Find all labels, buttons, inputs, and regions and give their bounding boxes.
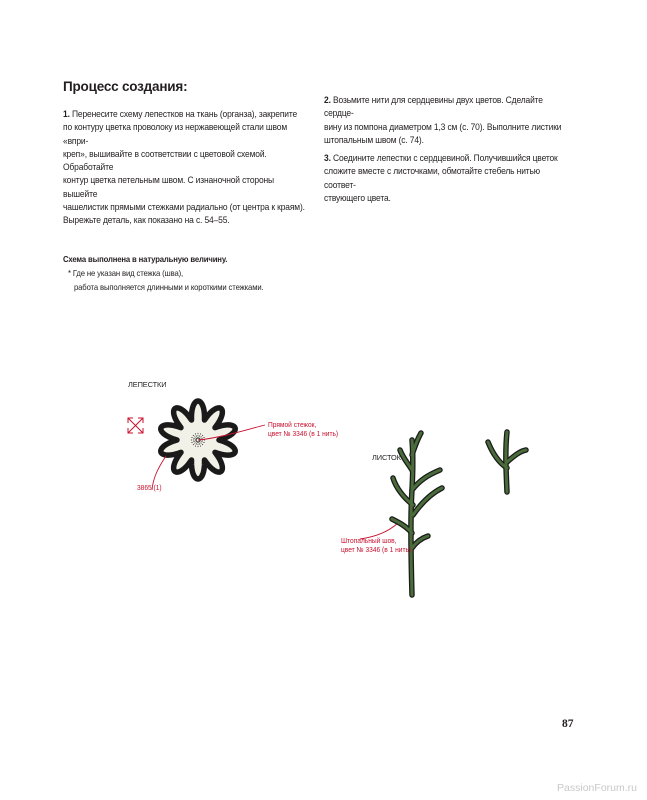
annotation-line: Штопальный шов, xyxy=(341,536,397,545)
step-line: Соедините лепестки с сердцевиной. Получившийся цветок xyxy=(332,153,558,164)
step-line: сложите вместе с листочками, обмотайте стебель нитью соответ- xyxy=(324,166,540,190)
step-line: штопальным швом (с. 74). xyxy=(324,134,424,145)
annotation-line: цвет № 3346 (в 1 нить) xyxy=(268,429,339,438)
step-line: ствующего цвета. xyxy=(324,193,391,204)
note-line: работа выполняется длинными и короткими стежками. xyxy=(74,282,264,292)
page-number: 87 xyxy=(562,718,574,730)
darning-stitch-annotation xyxy=(341,536,411,554)
small-leaf-sprig xyxy=(488,432,526,492)
leaf-label: ЛИСТОК xyxy=(372,453,401,462)
step-line: по контуру цветка проволоку из нержавеющей стали швом «впри- xyxy=(63,122,288,146)
annotation-line: Прямой стежок, xyxy=(268,420,317,429)
arrows-cross-icon xyxy=(128,418,143,433)
step-line: чашелистик прямыми стежками радиально (от центра к краям). xyxy=(63,202,305,213)
section-heading: Процесс создания: xyxy=(63,79,188,94)
step-line: креп», вышивайте в соответствии с цветовой схемой. Обработайте xyxy=(63,148,267,173)
petal-color-annotation: 3865 (1) xyxy=(137,483,162,492)
step-number: 1. xyxy=(63,109,70,119)
note-title: Схема выполнена в натуральную величину. xyxy=(63,254,228,264)
note-line: * Где не указан вид стежка (шва), xyxy=(68,268,184,278)
step-line: контур цветка петельным швом. С изнаночной стороны вышейте xyxy=(63,175,274,199)
step-number: 3. xyxy=(324,153,331,164)
straight-stitch-annotation xyxy=(268,420,338,438)
step-number: 2. xyxy=(324,95,331,105)
step-line: Перенесите схему лепестков на ткань (органза), закрепите xyxy=(71,109,298,119)
annotation-line: цвет № 3346 (в 1 нить) xyxy=(341,545,412,554)
step-line: Возьмите нити для сердцевины двух цветов. Сделайте сердце- xyxy=(324,95,543,119)
watermark: PassionForum.ru xyxy=(557,782,637,794)
step-line: Вырежьте деталь, как показано на с. 54–55. xyxy=(63,215,230,226)
step-line: вину из помпона диаметром 1,3 см (с. 70). Выполните листики xyxy=(324,121,562,132)
petals-label: ЛЕПЕСТКИ xyxy=(128,380,167,389)
